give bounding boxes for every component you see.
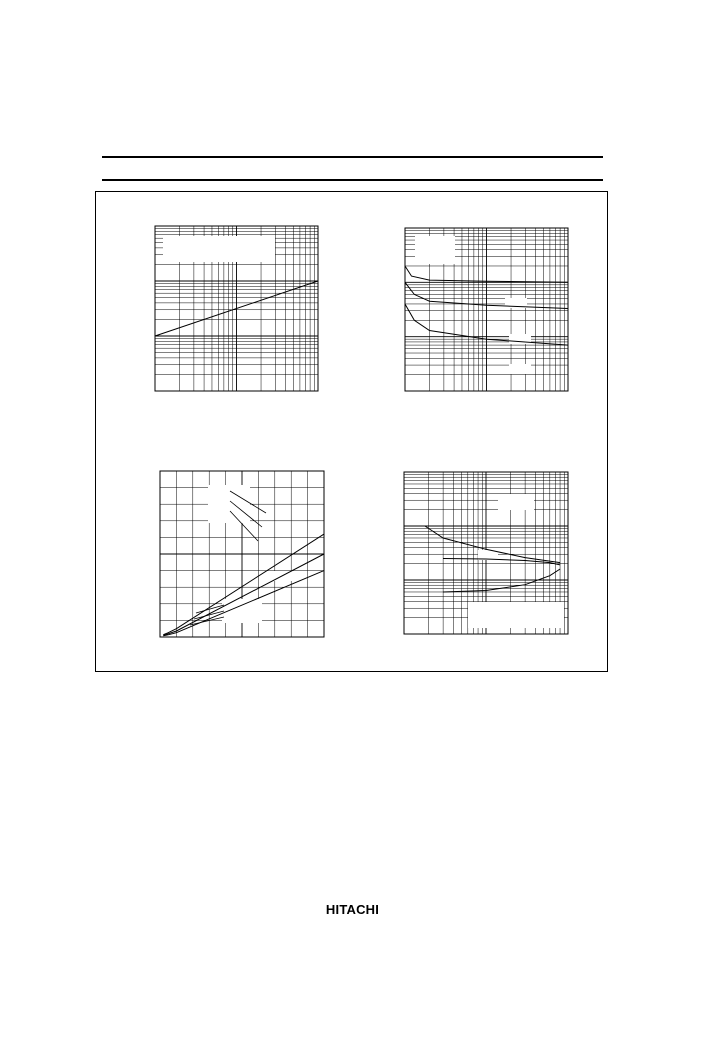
chart-3-series-line-2 bbox=[163, 554, 324, 635]
chart-3 bbox=[160, 471, 324, 637]
header-rule-bottom bbox=[102, 179, 603, 181]
chart-4-label-box-1 bbox=[498, 494, 534, 510]
header-rule-top bbox=[102, 156, 603, 158]
chart-2-label-box-3 bbox=[509, 364, 531, 374]
chart-3-label-box-1 bbox=[208, 485, 250, 523]
hitachi-logo: HITACHI bbox=[325, 902, 380, 917]
chart-1 bbox=[155, 226, 318, 391]
chart-1-legend-box bbox=[163, 236, 275, 262]
chart-4 bbox=[404, 472, 568, 634]
chart-2-legend-box bbox=[415, 236, 455, 264]
chart-2 bbox=[405, 228, 568, 391]
chart-4-series-layer bbox=[425, 526, 560, 592]
chart-4-legend-box bbox=[468, 602, 564, 628]
